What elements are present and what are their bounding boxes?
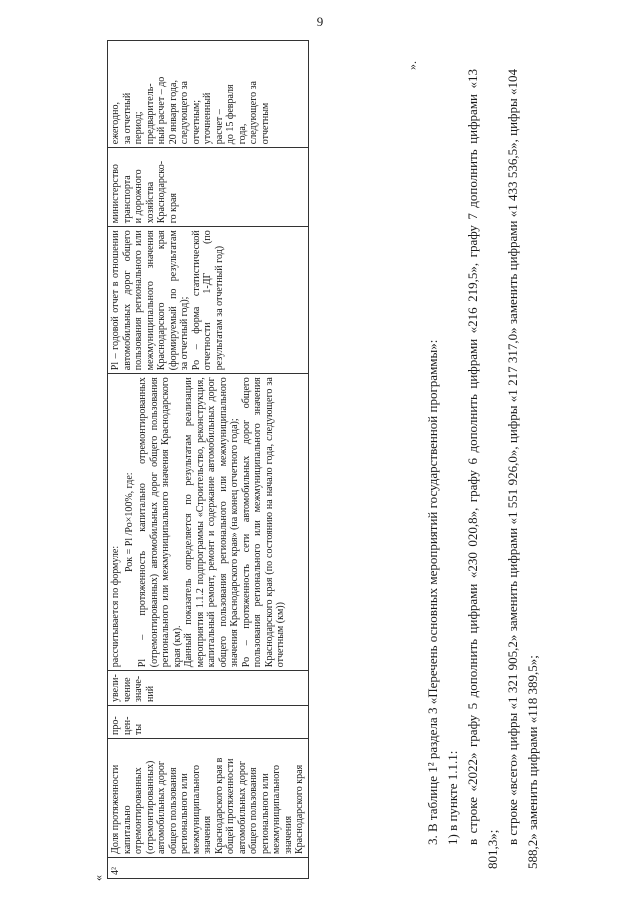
period-line: отчетным; <box>190 99 202 145</box>
responsible-line: го края <box>167 192 179 224</box>
direction-cell <box>108 671 309 706</box>
indicator-name-line: значения <box>282 815 294 854</box>
indicator-name-line: автомобильных дорог <box>156 760 167 854</box>
responsible-line: и дорожного <box>133 169 144 224</box>
opening-quote: « <box>91 875 105 881</box>
indicator-name-line: общего пользования <box>248 767 259 854</box>
indicator-name-line: капитально <box>121 805 133 854</box>
indicator-name-line: значения <box>202 815 213 854</box>
responsible-line: министерство <box>110 164 121 224</box>
responsible-line: Краснодарско- <box>156 160 167 224</box>
indicator-name-line: отремонтированных <box>133 767 144 854</box>
period-line: ный расчет – до <box>156 76 167 145</box>
unit-line: про- <box>110 716 121 735</box>
data-source-paragraph: Рl – годовой отчет в отношении автомобильных дорог общего пользования регионального или межмуниципального значения Краснодарского края (формируемый по результатам за отчетный год); <box>110 230 190 371</box>
indicator-name-line: общего пользования <box>167 767 179 854</box>
page-number: 9 <box>316 14 324 29</box>
period-line: предваритель- <box>144 83 156 145</box>
row-number: 4² <box>110 867 121 875</box>
indicator-name-line: межмуниципального <box>190 764 202 854</box>
period-line: следующего за <box>248 81 259 145</box>
closing-quote: ». <box>405 61 419 70</box>
paragraph: 1) в пункте 1.1.1: <box>445 750 460 845</box>
period-line: до 15 февраля <box>225 84 236 145</box>
indicator-name-line: (отремонтированных) <box>144 760 156 854</box>
indicator-name-line: Краснодарского края <box>294 764 305 854</box>
period-line: отчетным <box>259 102 271 145</box>
responsible-cell <box>108 148 309 227</box>
direction-line: значе- <box>133 675 144 702</box>
amendment-text <box>423 69 543 869</box>
direction-line: ний <box>144 685 156 702</box>
period-line: период; <box>133 111 144 145</box>
paragraph: в строке «всего» цифры «1 321 905,2» заменить цифрами «1 551 926,0», цифры «1 217 317,0» заменить цифрами «1 433 536,5», цифры «104 588,2» заменить цифрами «118 389,5»; <box>505 69 540 869</box>
unit-line: ты <box>133 723 144 735</box>
calculation-intro: рассчитывается по формуле: <box>110 545 121 668</box>
period-line: за отчетный <box>121 92 133 145</box>
period-line: года, <box>236 123 248 145</box>
period-line: уточненный <box>202 92 213 145</box>
rotated-sheet <box>85 25 555 885</box>
responsible-line: хозяйства <box>144 181 156 224</box>
indicator-table <box>107 40 309 879</box>
data-source-cell <box>108 227 309 374</box>
indicator-name-line: общей протяженности <box>225 758 236 854</box>
table-row <box>108 41 309 879</box>
indicator-name-cell <box>108 739 309 858</box>
paragraph: в строке «2022» графу 5 дополнить цифрами «230 020,8», графу 6 дополнить цифрами «216 219,5», графу 7 дополнить цифрами «13 801,3»; <box>465 69 500 869</box>
reporting-period-cell <box>108 41 309 148</box>
indicator-name-line: межмуниципального <box>271 764 282 854</box>
indicator-name-line: регионального или <box>179 773 190 854</box>
period-line: 20 января года, <box>167 80 179 145</box>
period-line: ежегодно, <box>110 102 121 145</box>
row-number-cell <box>108 858 309 879</box>
indicator-name-line: Краснодарского края в <box>213 757 225 854</box>
period-line: расчет – <box>213 109 225 145</box>
indicator-name-line: автомобильных дорог <box>236 760 248 854</box>
calculation-paragraph: Рl – протяженность капитально отремонтированных (отремонтированных) автомобильных дорог общего пользования регионального или межмуниципального значения Краснодарского края (км). <box>137 377 183 668</box>
unit-cell <box>108 706 309 739</box>
paragraph: 3. В таблице 1² раздела 3 «Перечень основных мероприятий государственной программы»: <box>425 339 440 845</box>
indicator-name-line: Доля протяженности <box>110 764 121 854</box>
responsible-line: транспорта <box>121 175 133 224</box>
indicator-name-line: регионального или <box>259 773 271 854</box>
calculation-formula: Рок = Рl /Ро×100%, где: <box>123 472 135 573</box>
unit-line: цен- <box>121 716 133 735</box>
calculation-paragraph: Данный показатель определяется по результатам реализации мероприятия 1.1.2 подпрограммы «Строительство, реконструкция, капитальный ремонт, ремонт и содержание автомобильных дорог общего пользования регионального или межмуниципального значения Краснодарского края» (на конец отчетного года); <box>183 377 240 668</box>
direction-line: увели- <box>110 674 121 702</box>
direction-line: чение <box>121 677 133 702</box>
calculation-method-cell <box>108 374 309 671</box>
period-line: следующего за <box>179 81 190 145</box>
data-source-paragraph: Ро – форма статистической отчетности 1-ДГ (по результатам за отчетный год) <box>190 230 225 371</box>
calculation-paragraph: Ро – протяженность сети автомобильных дорог общего пользования регионального или межмуниципального значения Краснодарского края (по состоянию на начало года, следующего за отчетным (км)) <box>240 377 286 668</box>
